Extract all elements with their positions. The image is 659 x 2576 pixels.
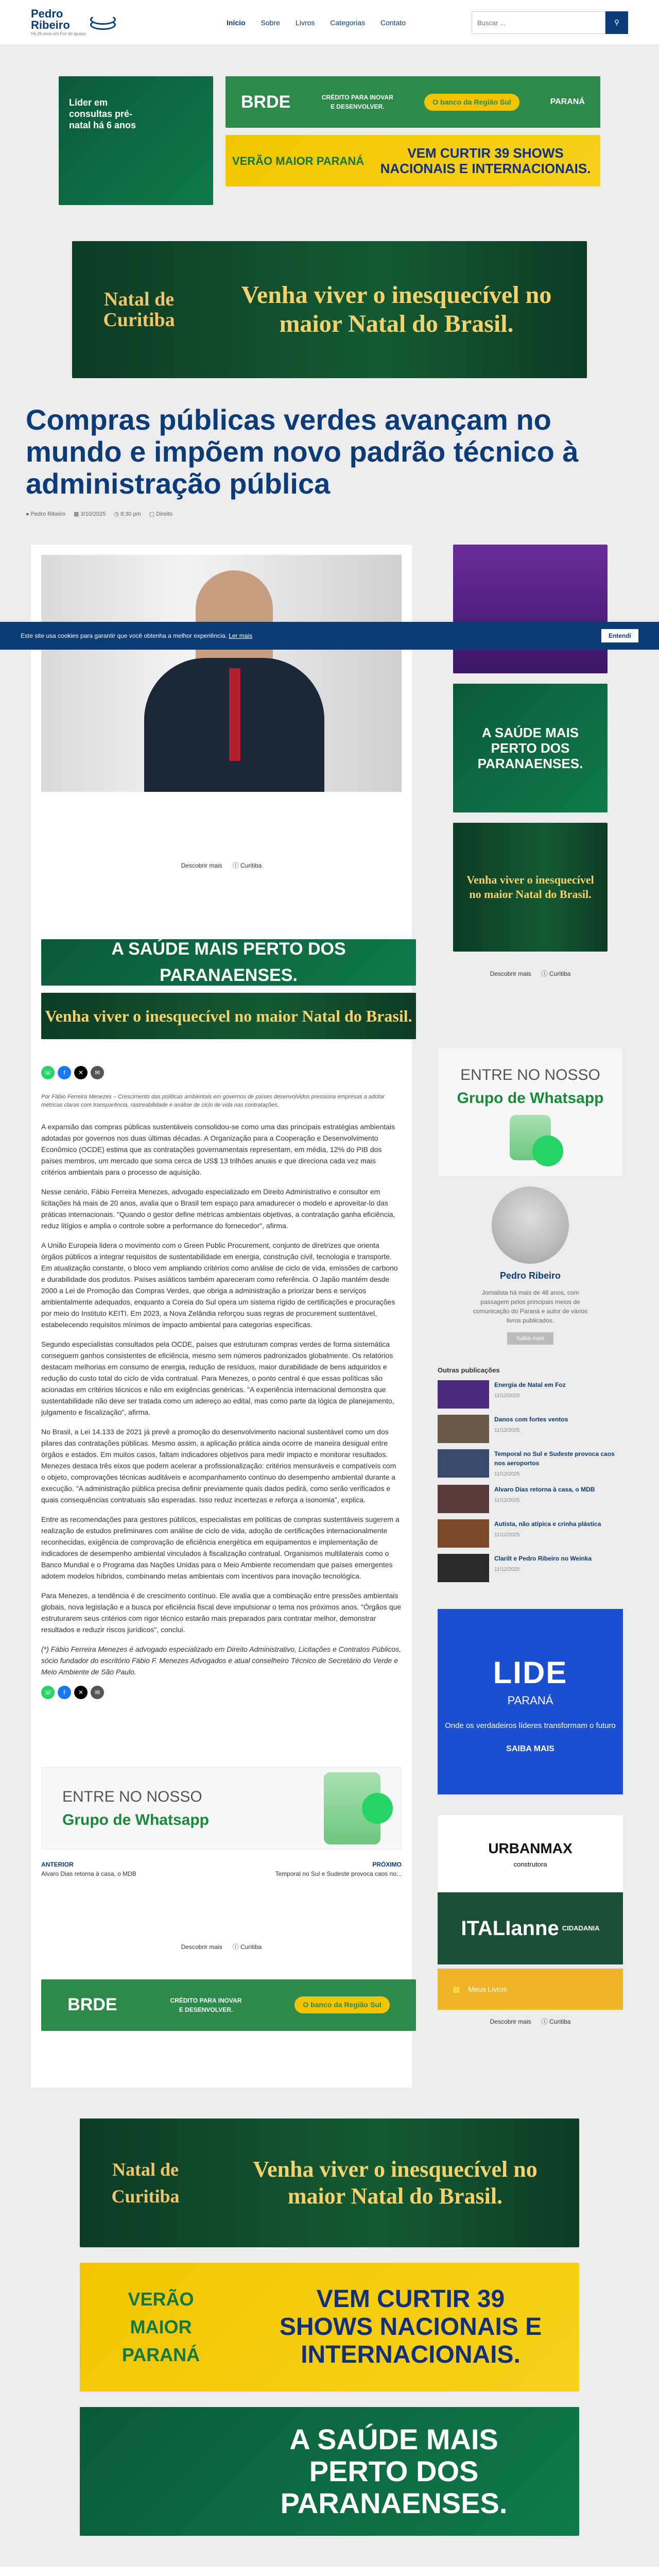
ad-saude-square[interactable] (453, 684, 608, 812)
post-title: Alvaro Dias retorna à casa, o MDB (494, 1486, 595, 1493)
meta-date (74, 510, 106, 519)
post-thumb (438, 1519, 489, 1548)
cookie-accept-button[interactable]: Entendi (601, 629, 638, 642)
list-item[interactable] (438, 1519, 623, 1548)
discover-curitiba: Curitiba (240, 1943, 262, 1951)
email-share-icon[interactable]: ✉ (91, 1686, 104, 1699)
ad-natal-logo: Natal de Curitiba (111, 2159, 180, 2207)
ad-saude-wide[interactable] (41, 939, 416, 986)
meta-date-value: 3/10/2025 (80, 511, 106, 517)
share-bar-bottom (41, 1686, 402, 1699)
article-paragraph: A União Europeia lidera o movimento com o Green Public Procurement, conjunto de diretrizes que orienta órgãos públicos a integrar requisitos de sustentabilidade em energia, construção civil, tecnologia e transporte. Em atualização constante, o bloco vem ampliando critérios como análise de ciclo de vida, emissões de carbono e durabilidade dos produtos. Países asiáticos também apareceram como referência. O Japão mantém desde 2000 a Lei de Promoção das Compras Verdes, que obriga a administração a priorizar bens e serviços ambientalmente adequados, enquanto a Coreia do Sul opera um sistema rígido de certificações e procurações por meio do Instituto KEITI. Em 2023, a Nova Zelândia reforçou suas regras de procurement sustentável, estabelecendo requisitos mínimos de impacto ambiental para categorias específicas. (41, 1241, 398, 1329)
top-ad-row (0, 45, 659, 221)
list-item[interactable] (438, 1485, 623, 1513)
urbanmax-name: URBANMAX (488, 1840, 573, 1857)
post-thumb (438, 1485, 489, 1513)
hero-tie (229, 668, 240, 761)
discover-link[interactable] (542, 969, 571, 978)
ad-brde-sub: CRÉDITO PARA INOVAR E DESENVOLVER. (170, 1996, 242, 2013)
nav-inicio[interactable]: Início (227, 18, 246, 27)
info-icon: ⓘ (541, 970, 549, 977)
article-paragraph: A expansão das compras públicas sustentáveis consolidou-se como uma das principais estratégias ambientais adotadas por governos nos duas últimas décadas. A Organização para a Cooperação e Desenvolvimento Econômico (OCDE) estima que as contratações governamentais representam, em média, 12% do PIB dos países membros, um mercado que soma cerca de US$ 13 trilhões anuais e que direciona cada vez mais critérios ambientais para o processo de aquisição. (41, 1122, 395, 1176)
article-paragraph: Para Menezes, a tendência é de crescimento contínuo. Ele avalia que a combinação entre pressões ambientais globais, nova legislação e a busca por eficiência fiscal deve impulsionar o tema nos próximos anos. "Órgãos que estruturarem seus critérios com rigor técnico estarão mais preparados para contratar melhor, demonstrar resultados e reduzir riscos jurídicos", conclui. (41, 1591, 402, 1634)
italiane-name: ITALIanne (461, 1917, 559, 1940)
whatsapp-group-banner[interactable] (41, 1767, 402, 1850)
cookie-banner (0, 622, 659, 650)
nav-livros[interactable]: Livros (295, 18, 315, 27)
spacer (41, 877, 402, 939)
ad-italiane[interactable] (438, 1892, 623, 1964)
site-header (0, 0, 659, 45)
whats-line1: ENTRE NO NOSSO (460, 1066, 600, 1083)
article-header (15, 399, 644, 545)
ad-natal-logo: Natal de Curitiba (103, 289, 175, 331)
ad-natal-text: Venha viver o inesquecível no maior Natal do Brasil. (241, 281, 552, 337)
facebook-share-icon[interactable]: f (58, 1066, 71, 1079)
hero-image (41, 555, 402, 792)
prev-post-link[interactable] (41, 1860, 136, 1878)
list-item[interactable] (438, 1449, 623, 1479)
lide-more-button[interactable]: SAIBA MAIS (506, 1744, 554, 1753)
search-icon: ⚲ (614, 19, 619, 26)
ad-lider-prenatal[interactable] (59, 76, 213, 205)
article-paragraph: Entre as recomendações para gestores públicos, especialistas em políticas de compras sustentáveis sugerem a realização de estudos preliminares com análise de ciclo de vida, adoção de certificações internacionalmente reconhecidas, exigência de comprovação de eficiência energética em equipamentos e implementação de indicadores de desempenho ambiental vinculados à fiscalização contratual. Organismos multilaterais como o Banco Mundial e o Programa das Nações Unidas para o Meio Ambiente recomendam que países emergentes adotem modelos híbridos, combinando metas ambientais com incentivos para inovação tecnológica. (41, 1515, 400, 1580)
x-share-icon[interactable]: ✕ (74, 1066, 88, 1079)
discover-label: Descobrir mais (181, 1943, 222, 1951)
cookie-text: Este site usa cookies para garantir que você obtenha a melhor experiência. (21, 632, 227, 639)
article-lede: Por Fábio Ferreira Menezes – Crescimento das políticas ambientais em governos de países desenvolvidos pressiona empresas a adotar métricas claras com transparência, rastreabilidade e análise de ciclo de vida nas contratações. (41, 1093, 385, 1108)
ad-saude-bottom[interactable] (80, 2407, 579, 2536)
email-share-icon[interactable]: ✉ (91, 1066, 104, 1079)
ad-brde-tag: O banco da Região Sul (294, 1996, 389, 2013)
x-share-icon[interactable]: ✕ (74, 1686, 88, 1699)
post-thumb (438, 1380, 489, 1409)
discover-link[interactable] (233, 1942, 262, 1952)
discover-label: Descobrir mais (181, 861, 222, 869)
whats-line2: Grupo de Whatsapp (457, 1089, 604, 1107)
lide-name: LIDE (493, 1655, 568, 1690)
post-title: Autista, não atípica e crinha plástica (494, 1520, 601, 1528)
avatar (492, 1187, 569, 1264)
user-icon: ● (26, 511, 31, 517)
list-item[interactable] (438, 1554, 623, 1582)
ad-natal-square[interactable] (453, 823, 608, 952)
nav-sobre[interactable]: Sobre (261, 18, 280, 27)
logo-waves-icon (90, 12, 116, 33)
spacer (41, 1039, 402, 1060)
author-box (438, 1176, 623, 1355)
article-body (41, 1121, 402, 1677)
post-navigation (41, 1860, 402, 1878)
site-logo[interactable] (31, 8, 196, 37)
discover-curitiba: Curitiba (549, 970, 571, 977)
italiane-sub: CIDADANIA (562, 1924, 600, 1933)
search-input[interactable] (472, 11, 605, 34)
article-paragraph: Nesse cenário, Fábio Ferreira Menezes, advogado especializado em Direito Administrativo e consultor em licitações há mais de 20 anos, avalia que o Brasil tem espaço para amadurecer o modelo e aproveitar-lo das práticas internacionais. "Quando o gestor define métricas ambientais objetivas, a contratação ganha eficiência, reduz litígios e amplia o controle sobre a performance do fornecedor", afirma. (41, 1187, 395, 1230)
lide-region: PARANÁ (507, 1694, 553, 1707)
meta-time-value: 8:30 pm (120, 511, 141, 517)
author-more-button[interactable]: Saiba mais (507, 1332, 553, 1345)
discover-link[interactable] (542, 2017, 571, 2026)
meta-author-name: Pedro Ribeiro (30, 511, 65, 517)
ad-verao-text: VEM CURTIR 39 SHOWS NACIONAIS E INTERNACIONAIS. (380, 145, 591, 176)
post-date: 11/12/2025 (494, 1498, 520, 1503)
ad-verao-logo: VERÃO MAIOR PARANÁ (122, 2288, 200, 2365)
phone-whatsapp-icon (510, 1115, 551, 1160)
spacer (438, 1794, 623, 1815)
discover-bar-side-1 (438, 962, 623, 986)
post-thumb (438, 1554, 489, 1582)
next-post-link[interactable] (275, 1860, 402, 1878)
page-title: Compras públicas verdes avançam no mundo e impõem novo padrão técnico à administração pública (26, 403, 579, 500)
facebook-share-icon[interactable]: f (58, 1686, 71, 1699)
spacer (41, 792, 402, 854)
ad-verao-palcos[interactable] (453, 545, 608, 673)
post-title: Temporal no Sul e Sudeste provoca caos nos aeroportos (494, 1450, 615, 1467)
clock-icon: ◷ (114, 511, 121, 517)
post-thumb (438, 1415, 489, 1443)
discover-bar-1 (41, 854, 402, 877)
other-posts (438, 1365, 623, 1583)
discover-label: Descobrir mais (490, 2018, 531, 2025)
cookie-read-more[interactable]: Ler mais (229, 632, 253, 639)
hero-face (196, 570, 273, 668)
discover-curitiba: Curitiba (240, 861, 262, 869)
ad-brde[interactable] (226, 76, 600, 128)
search-form (472, 11, 628, 34)
ad-brde-tag: O banco da Região Sul (424, 94, 519, 111)
info-icon: ⓘ (541, 2018, 549, 2025)
main-nav (227, 18, 406, 28)
meta-category-value: Direito (156, 511, 173, 517)
spacer (41, 1959, 402, 1979)
nav-categorias[interactable]: Categorias (330, 18, 365, 27)
meus-livros-button[interactable] (438, 1969, 623, 2010)
whats-line1: ENTRE NO NOSSO (62, 1788, 202, 1805)
ad-verao-top[interactable] (226, 135, 600, 187)
post-date: 11/12/2025 (494, 1471, 520, 1477)
meta-category[interactable] (149, 510, 172, 519)
content-columns (31, 545, 628, 2088)
other-posts-title: Outras publicações (438, 1366, 500, 1374)
list-item[interactable] (438, 1415, 623, 1443)
share-bar-top (41, 1066, 402, 1079)
calendar-icon: ▦ (73, 511, 81, 517)
top-ad-stack (226, 76, 600, 205)
ad-verao-bottom-text: VEM CURTIR 39 SHOWS NACIONAIS E INTERNACIONAIS. (279, 2285, 542, 2368)
ad-verao-bottom[interactable] (80, 2263, 579, 2392)
next-title: Temporal no Sul e Sudeste provoca caos no... (275, 1870, 402, 1877)
logo-tagline: Há 26 anos em Foz do Iguaçu (31, 31, 86, 36)
next-label: PRÓXIMO (372, 1860, 402, 1868)
logo-bottom: Ribeiro (31, 19, 70, 31)
ad-natal-banner-top[interactable] (72, 241, 587, 378)
discover-link[interactable] (233, 861, 262, 870)
spacer (438, 986, 623, 1047)
author-name: Pedro Ribeiro (499, 1270, 561, 1281)
meus-livros-label: Meus Livros (468, 1985, 507, 1993)
ad-lider-text: Líder em consultas pré-natal há 6 anos (69, 97, 136, 130)
ad-saude-text: A SAÚDE MAIS PERTO DOS PARANAENSES. (111, 939, 346, 985)
spacer (41, 1889, 402, 1935)
info-icon: ⓘ (232, 1943, 240, 1951)
post-title: Energia de Natal em Foz (494, 1381, 566, 1388)
author-footnote: (*) Fábio Ferreira Menezes é advogado especializado em Direito Administrativo, Licitações e Contratos Públicos, sócio fundador do escritório Fábio F. Menezes Advogados e atual conselheiro Técnico de Secretário do Verde e Meio Ambiente de São Paulo. (41, 1645, 402, 1676)
post-date: 11/12/2025 (494, 1567, 520, 1572)
whats-line2: Grupo de Whatsapp (62, 1811, 209, 1828)
search-button[interactable] (605, 11, 628, 34)
post-date: 11/12/2025 (494, 1393, 520, 1399)
phone-whatsapp-icon (324, 1772, 380, 1844)
post-thumb (438, 1449, 489, 1478)
folder-icon: ▢ (149, 511, 157, 517)
ad-natal-wide-text: Venha viver o inesquecível no maior Natal do Brasil. (45, 1006, 412, 1025)
article-main (31, 545, 412, 2088)
post-date: 11/12/2025 (494, 1532, 520, 1538)
nav-contato[interactable]: Contato (380, 18, 406, 27)
post-title: Clarilt e Pedro Ribeiro no Weinka (494, 1555, 592, 1562)
ad-saude-square-text: A SAÚDE MAIS PERTO DOS PARANAENSES. (477, 724, 583, 771)
whatsapp-share-icon[interactable]: ☏ (41, 1066, 55, 1079)
ad-natal-bottom[interactable] (80, 2119, 579, 2247)
ad-brde-bottom[interactable] (41, 1979, 416, 2031)
ad-brde-logo: BRDE (240, 92, 291, 112)
ad-brde-parana: PARANÁ (550, 97, 585, 106)
article-paragraph: Segundo especialistas consultados pela OCDE, países que estruturam compras verdes de forma sistemática conseguem ganhos consistentes de eficiência, mesmo sem números padronizados globalmente. Os relatórios destacam melhorias em consumo de energia, redução de resíduos, maior durabilidade de bens adquiridos e redução do custo total do ciclo de vida contratual. Para Menezes, o ponto central é que essas políticas são acionadas em critérios técnicos e não em exigências genéricas. "A experiência internacional demonstra que sustentabilidade não deve ser tratada como um adereço ao edital, mas como parte da lógica de planejamento, julgamento e fiscalização", afirma. (41, 1340, 394, 1416)
post-date: 11/12/2025 (494, 1428, 520, 1433)
book-icon: ▤ (453, 1985, 460, 1993)
logo-top: Pedro (31, 7, 63, 20)
info-icon: ⓘ (232, 861, 240, 869)
lide-tag: Onde os verdadeiros líderes transformam o futuro (445, 1721, 616, 1731)
article-paragraph: No Brasil, a Lei 14.133 de 2021 já prevê a promoção do desenvolvimento nacional sustentável como um dos pilares das contratações públicas. Mesmo assim, a aplicação prática ainda ocorre de maneira desigual entre órgãos e estados. Em muitos casos, faltam indicadores objetivos para medir impacto e monitorar resultados. Menezes destaca três eixos que podem acelerar a profissionalização: critérios mensuráveis e compatíveis com o objeto, comprovações técnicas auditáveis e acompanhamento contínuo do desempenho ambiental durante a execução. "A administração pública precisa definir previamente quais dados pedirá, como serão verificados e quais consequências contratuais são esperadas. Isso reduz incertezas e reforça a isonomia", explica. (41, 1427, 396, 1504)
urbanmax-sub: construtora (513, 1860, 547, 1869)
ad-saude-bottom-text: A SAÚDE MAIS PERTO DOS PARANAENSES. (280, 2422, 508, 2519)
sidebar (438, 545, 623, 2088)
ad-natal-wide[interactable] (41, 993, 416, 1039)
discover-bar-2 (41, 1935, 402, 1959)
whatsapp-share-icon[interactable]: ☏ (41, 1686, 55, 1699)
ad-natal-bottom-text: Venha viver o inesquecível no maior Natal do Brasil. (253, 2156, 537, 2209)
spacer (438, 1588, 623, 1609)
spacer (41, 2031, 402, 2077)
meta-author[interactable] (26, 510, 65, 519)
ad-brde-logo: BRDE (67, 1995, 117, 2014)
whatsapp-group-sidebar[interactable] (438, 1047, 623, 1176)
post-title: Danos com fortes ventos (494, 1416, 568, 1423)
article-meta (26, 510, 633, 519)
spacer (41, 1705, 402, 1767)
prev-label: ANTERIOR (41, 1860, 74, 1868)
meta-time (114, 510, 141, 519)
discover-label: Descobrir mais (490, 970, 531, 977)
ad-lide[interactable] (438, 1609, 623, 1794)
ad-brde-sub: CRÉDITO PARA INOVAR E DESENVOLVER. (321, 94, 393, 110)
bottom-ads (0, 2088, 659, 2567)
author-bio: Jornalista há mais de 48 anos, com passagem pelos principais meios de comunicação do Paraná e autor de vários livros publicados. (473, 1289, 588, 1324)
prev-title: Alvaro Dias retorna à casa, o MDB (41, 1870, 136, 1877)
discover-bar-side-2 (438, 2010, 623, 2033)
ad-urbanmax[interactable] (438, 1815, 623, 1892)
site-footer (0, 2567, 659, 2576)
ad-natal-square-text: Venha viver o inesquecível no maior Natal do Brasil. (466, 873, 594, 901)
ad-verao-logo: VERÃO MAIOR PARANÁ (232, 154, 365, 167)
list-item[interactable] (438, 1380, 623, 1409)
discover-curitiba: Curitiba (549, 2018, 571, 2025)
